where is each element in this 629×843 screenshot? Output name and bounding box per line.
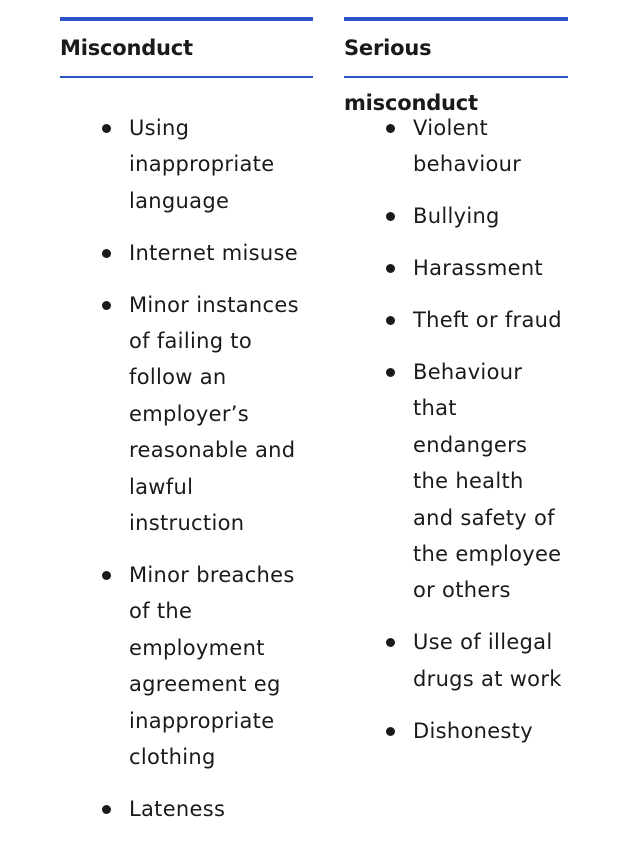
list-item [344, 198, 568, 234]
list-item-text: Behaviour that endangers the health and safety of the employee or others [413, 360, 562, 603]
list-item [60, 110, 309, 219]
list-item-text: Theft or fraud [413, 308, 562, 333]
list-item [344, 250, 568, 286]
list-item [60, 235, 309, 271]
list-item [60, 557, 309, 775]
misconduct-list [60, 110, 299, 843]
bullet-icon [102, 571, 111, 580]
list-item-text: Minor breaches of the employment agreement eg inappropriate clothing [129, 562, 295, 769]
bullet-icon [386, 638, 395, 647]
bullet-icon [102, 301, 111, 310]
list-item-text: Violent behaviour [413, 116, 522, 177]
list-item-text: Bullying [413, 204, 500, 229]
misconduct-heading-rule [60, 76, 313, 78]
serious-misconduct-list [344, 110, 562, 765]
list-item-text: Harassment [413, 256, 543, 281]
list-item [344, 354, 568, 609]
list-item-text: Lateness [129, 796, 226, 821]
list-item-text: Minor instances of failing to follow an employer’s reasonable and lawful instruction [129, 292, 299, 536]
bullet-icon [386, 124, 395, 133]
list-item [344, 110, 568, 183]
serious-misconduct-heading: Serious misconduct [344, 36, 478, 115]
list-item [344, 624, 568, 697]
bullet-icon [386, 212, 395, 221]
bullet-icon [386, 368, 395, 377]
list-item [60, 287, 309, 542]
bullet-icon [386, 727, 395, 736]
list-item-text: Use of illegal drugs at work [413, 630, 562, 691]
list-item-text: Internet misuse [129, 240, 298, 265]
misconduct-column [60, 17, 313, 821]
serious-misconduct-column [344, 17, 568, 743]
list-item [60, 791, 309, 827]
list-item-text: Using inappropriate language [129, 116, 275, 213]
list-item-text: Dishonesty [413, 718, 533, 743]
list-item [344, 302, 568, 338]
bullet-icon [386, 316, 395, 325]
bullet-icon [102, 249, 111, 258]
bullet-icon [102, 805, 111, 814]
bullet-icon [102, 124, 111, 133]
list-item [344, 713, 568, 749]
bullet-icon [386, 264, 395, 273]
misconduct-heading: Misconduct [60, 36, 193, 60]
